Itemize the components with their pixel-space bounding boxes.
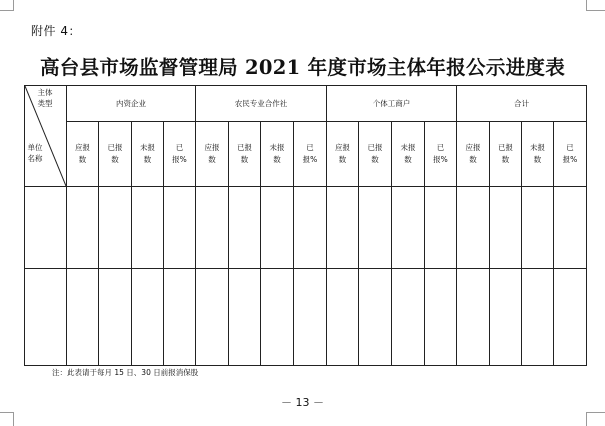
subheader-unreported: 未报数	[392, 122, 425, 187]
subheader-unreported: 未报数	[522, 122, 554, 187]
subheader-percent: 已报%	[554, 122, 587, 187]
table-row	[25, 269, 587, 366]
subheader-percent: 已报%	[294, 122, 327, 187]
table-cell	[457, 187, 490, 269]
table-cell	[99, 269, 132, 366]
crop-mark-bottom-right-v	[586, 412, 587, 426]
crop-mark-top-right-h	[586, 10, 605, 11]
table-cell	[229, 187, 261, 269]
table-cell	[294, 187, 327, 269]
crop-mark-bottom-right-h	[586, 412, 605, 413]
table-cell	[522, 269, 554, 366]
crop-mark-bottom-left-v	[13, 412, 14, 426]
crop-mark-bottom-left-h	[0, 412, 14, 413]
table-cell	[132, 269, 164, 366]
subheader-reported: 已报数	[99, 122, 132, 187]
table-cell	[25, 187, 67, 269]
table-cell	[425, 269, 457, 366]
table-cell	[327, 269, 359, 366]
group-header-cooperative: 农民专业合作社	[196, 86, 327, 122]
table-cell	[25, 269, 67, 366]
table-cell	[229, 269, 261, 366]
group-header-individual: 个体工商户	[327, 86, 457, 122]
corner-header-top: 主体类型	[37, 88, 53, 108]
table-cell	[457, 269, 490, 366]
table-cell	[132, 187, 164, 269]
page-number: － 13 －	[281, 396, 324, 409]
table-cell	[359, 269, 392, 366]
group-header-domestic: 内资企业	[67, 86, 196, 122]
table-cell	[490, 269, 522, 366]
table-cell	[99, 187, 132, 269]
table-cell	[359, 187, 392, 269]
subheader-unreported: 未报数	[132, 122, 164, 187]
subheader-due: 应报数	[196, 122, 229, 187]
table-cell	[164, 269, 196, 366]
corner-header-bottom: 单位名称	[27, 143, 43, 163]
subheader-reported: 已报数	[229, 122, 261, 187]
subheader-percent: 已报%	[425, 122, 457, 187]
crop-mark-top-left-v	[13, 0, 14, 11]
table-cell	[327, 187, 359, 269]
table-cell	[164, 187, 196, 269]
page-title: 高台县市场监督管理局 2021 年度市场主体年报公示进度表	[39, 56, 566, 79]
subheader-reported: 已报数	[359, 122, 392, 187]
table-cell	[392, 269, 425, 366]
subheader-unreported: 未报数	[261, 122, 294, 187]
table-cell	[67, 269, 99, 366]
subheader-due: 应报数	[457, 122, 490, 187]
table-cell	[261, 269, 294, 366]
table-cell	[196, 269, 229, 366]
subheader-percent: 已报%	[164, 122, 196, 187]
table-cell	[392, 187, 425, 269]
table-cell	[554, 187, 587, 269]
progress-table	[24, 85, 587, 366]
subheader-reported: 已报数	[490, 122, 522, 187]
corner-header-cell	[25, 86, 67, 187]
table-cell	[196, 187, 229, 269]
table-cell	[522, 187, 554, 269]
table-cell	[490, 187, 522, 269]
table-note: 注：此表请于每月 15 日、30 日前报消保股	[52, 368, 199, 377]
attachment-label: 附件 4：	[31, 24, 81, 38]
table-cell	[554, 269, 587, 366]
table-row	[25, 187, 587, 269]
table-cell	[67, 187, 99, 269]
group-header-total: 合计	[457, 86, 587, 122]
table-cell	[261, 187, 294, 269]
subheader-due: 应报数	[327, 122, 359, 187]
subheader-due: 应报数	[67, 122, 99, 187]
crop-mark-top-right-v	[586, 0, 587, 11]
crop-mark-top-left-h	[0, 10, 14, 11]
table-cell	[294, 269, 327, 366]
table-cell	[425, 187, 457, 269]
